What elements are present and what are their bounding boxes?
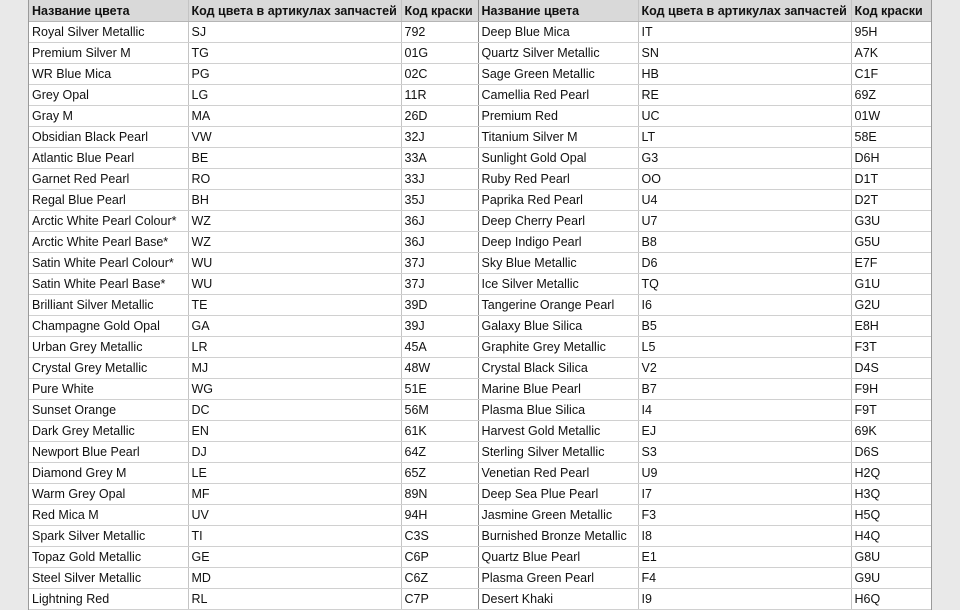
table-row bbox=[29, 211, 931, 232]
part-code-cell: L5 bbox=[638, 337, 851, 358]
color-name-cell: Topaz Gold Metallic bbox=[29, 547, 188, 568]
paint-code-cell: G1U bbox=[851, 274, 931, 295]
color-name-cell: Gray M bbox=[29, 106, 188, 127]
paint-code-cell: 36J bbox=[401, 211, 478, 232]
paint-code-cell: 56M bbox=[401, 400, 478, 421]
table-row bbox=[29, 358, 931, 379]
table-row bbox=[29, 337, 931, 358]
paint-code-cell: 64Z bbox=[401, 442, 478, 463]
table-row bbox=[29, 85, 931, 106]
color-name-cell: Sterling Silver Metallic bbox=[478, 442, 638, 463]
part-code-cell: PG bbox=[188, 64, 401, 85]
header-paint-code-right: Код краски bbox=[851, 0, 931, 22]
paint-code-cell: A7K bbox=[851, 43, 931, 64]
color-name-cell: Quartz Blue Pearl bbox=[478, 547, 638, 568]
color-name-cell: Titanium Silver M bbox=[478, 127, 638, 148]
part-code-cell: LE bbox=[188, 463, 401, 484]
color-name-cell: Premium Red bbox=[478, 106, 638, 127]
table-row bbox=[29, 379, 931, 400]
part-code-cell: LT bbox=[638, 127, 851, 148]
part-code-cell: HB bbox=[638, 64, 851, 85]
table-row bbox=[29, 463, 931, 484]
color-name-cell: Plasma Blue Silica bbox=[478, 400, 638, 421]
color-name-cell: Burnished Bronze Metallic bbox=[478, 526, 638, 547]
part-code-cell: LR bbox=[188, 337, 401, 358]
table-row bbox=[29, 43, 931, 64]
paint-code-cell: C6Z bbox=[401, 568, 478, 589]
paint-code-cell: H5Q bbox=[851, 505, 931, 526]
header-part-code-left: Код цвета в артикулах запчастей bbox=[188, 0, 401, 22]
paint-code-cell: G8U bbox=[851, 547, 931, 568]
paint-code-cell: 02C bbox=[401, 64, 478, 85]
color-name-cell: Jasmine Green Metallic bbox=[478, 505, 638, 526]
table-row bbox=[29, 148, 931, 169]
part-code-cell: UV bbox=[188, 505, 401, 526]
color-name-cell: Deep Blue Mica bbox=[478, 22, 638, 43]
header-name-right: Название цвета bbox=[478, 0, 638, 22]
paint-code-cell: 26D bbox=[401, 106, 478, 127]
part-code-cell: RE bbox=[638, 85, 851, 106]
paint-code-cell: F3T bbox=[851, 337, 931, 358]
color-name-cell: Satin White Pearl Base* bbox=[29, 274, 188, 295]
paint-code-cell: 65Z bbox=[401, 463, 478, 484]
color-name-cell: Harvest Gold Metallic bbox=[478, 421, 638, 442]
part-code-cell: TI bbox=[188, 526, 401, 547]
color-name-cell: Obsidian Black Pearl bbox=[29, 127, 188, 148]
part-code-cell: I9 bbox=[638, 589, 851, 610]
color-name-cell: Brilliant Silver Metallic bbox=[29, 295, 188, 316]
table-row bbox=[29, 589, 931, 610]
header-part-code-right: Код цвета в артикулах запчастей bbox=[638, 0, 851, 22]
color-name-cell: Lightning Red bbox=[29, 589, 188, 610]
color-name-cell: Camellia Red Pearl bbox=[478, 85, 638, 106]
part-code-cell: RL bbox=[188, 589, 401, 610]
part-code-cell: OO bbox=[638, 169, 851, 190]
color-name-cell: Arctic White Pearl Base* bbox=[29, 232, 188, 253]
color-name-cell: Grey Opal bbox=[29, 85, 188, 106]
part-code-cell: MD bbox=[188, 568, 401, 589]
paint-code-cell: D6H bbox=[851, 148, 931, 169]
color-name-cell: Quartz Silver Metallic bbox=[478, 43, 638, 64]
paint-code-cell: E8H bbox=[851, 316, 931, 337]
color-name-cell: Dark Grey Metallic bbox=[29, 421, 188, 442]
table-row bbox=[29, 421, 931, 442]
paint-code-cell: 89N bbox=[401, 484, 478, 505]
table-row bbox=[29, 64, 931, 85]
part-code-cell: WU bbox=[188, 274, 401, 295]
part-code-cell: G3 bbox=[638, 148, 851, 169]
part-code-cell: IT bbox=[638, 22, 851, 43]
part-code-cell: WZ bbox=[188, 232, 401, 253]
part-code-cell: TG bbox=[188, 43, 401, 64]
color-code-table bbox=[29, 0, 931, 610]
paint-code-cell: C3S bbox=[401, 526, 478, 547]
part-code-cell: V2 bbox=[638, 358, 851, 379]
paint-code-cell: H2Q bbox=[851, 463, 931, 484]
part-code-cell: DC bbox=[188, 400, 401, 421]
paint-code-cell: 32J bbox=[401, 127, 478, 148]
color-code-table-frame bbox=[28, 0, 932, 610]
part-code-cell: WG bbox=[188, 379, 401, 400]
part-code-cell: B5 bbox=[638, 316, 851, 337]
part-code-cell: WZ bbox=[188, 211, 401, 232]
paint-code-cell: H3Q bbox=[851, 484, 931, 505]
color-name-cell: Ruby Red Pearl bbox=[478, 169, 638, 190]
color-name-cell: Tangerine Orange Pearl bbox=[478, 295, 638, 316]
table-row bbox=[29, 295, 931, 316]
part-code-cell: VW bbox=[188, 127, 401, 148]
part-code-cell: RO bbox=[188, 169, 401, 190]
table-body bbox=[29, 22, 931, 610]
paint-code-cell: 36J bbox=[401, 232, 478, 253]
color-name-cell: Galaxy Blue Silica bbox=[478, 316, 638, 337]
table-row bbox=[29, 400, 931, 421]
paint-code-cell: D2T bbox=[851, 190, 931, 211]
color-name-cell: Deep Indigo Pearl bbox=[478, 232, 638, 253]
table-row bbox=[29, 106, 931, 127]
header-row bbox=[29, 0, 931, 22]
paint-code-cell: 33J bbox=[401, 169, 478, 190]
color-name-cell: Deep Cherry Pearl bbox=[478, 211, 638, 232]
part-code-cell: B8 bbox=[638, 232, 851, 253]
paint-code-cell: C7P bbox=[401, 589, 478, 610]
paint-code-cell: D4S bbox=[851, 358, 931, 379]
paint-code-cell: 33A bbox=[401, 148, 478, 169]
table-row bbox=[29, 526, 931, 547]
table-row bbox=[29, 232, 931, 253]
paint-code-cell: G9U bbox=[851, 568, 931, 589]
paint-code-cell: 39D bbox=[401, 295, 478, 316]
color-name-cell: Royal Silver Metallic bbox=[29, 22, 188, 43]
color-name-cell: Steel Silver Metallic bbox=[29, 568, 188, 589]
paint-code-cell: H6Q bbox=[851, 589, 931, 610]
paint-code-cell: 39J bbox=[401, 316, 478, 337]
color-name-cell: Spark Silver Metallic bbox=[29, 526, 188, 547]
table-row bbox=[29, 547, 931, 568]
table-row bbox=[29, 22, 931, 43]
part-code-cell: EN bbox=[188, 421, 401, 442]
paint-code-cell: F9H bbox=[851, 379, 931, 400]
table-row bbox=[29, 127, 931, 148]
part-code-cell: GA bbox=[188, 316, 401, 337]
part-code-cell: B7 bbox=[638, 379, 851, 400]
part-code-cell: MA bbox=[188, 106, 401, 127]
part-code-cell: U4 bbox=[638, 190, 851, 211]
color-name-cell: Satin White Pearl Colour* bbox=[29, 253, 188, 274]
part-code-cell: DJ bbox=[188, 442, 401, 463]
paint-code-cell: 01G bbox=[401, 43, 478, 64]
color-name-cell: Regal Blue Pearl bbox=[29, 190, 188, 211]
part-code-cell: BH bbox=[188, 190, 401, 211]
color-name-cell: Newport Blue Pearl bbox=[29, 442, 188, 463]
paint-code-cell: E7F bbox=[851, 253, 931, 274]
table-row bbox=[29, 505, 931, 526]
paint-code-cell: H4Q bbox=[851, 526, 931, 547]
paint-code-cell: 45A bbox=[401, 337, 478, 358]
part-code-cell: UC bbox=[638, 106, 851, 127]
color-name-cell: Pure White bbox=[29, 379, 188, 400]
color-name-cell: Warm Grey Opal bbox=[29, 484, 188, 505]
part-code-cell: E1 bbox=[638, 547, 851, 568]
header-name-left: Название цвета bbox=[29, 0, 188, 22]
paint-code-cell: 94H bbox=[401, 505, 478, 526]
paint-code-cell: 37J bbox=[401, 253, 478, 274]
table-row bbox=[29, 568, 931, 589]
color-name-cell: Sky Blue Metallic bbox=[478, 253, 638, 274]
table-row bbox=[29, 316, 931, 337]
color-name-cell: Crystal Grey Metallic bbox=[29, 358, 188, 379]
table-row bbox=[29, 253, 931, 274]
paint-code-cell: F9T bbox=[851, 400, 931, 421]
color-name-cell: Garnet Red Pearl bbox=[29, 169, 188, 190]
color-name-cell: Atlantic Blue Pearl bbox=[29, 148, 188, 169]
color-name-cell: Sunlight Gold Opal bbox=[478, 148, 638, 169]
color-name-cell: Urban Grey Metallic bbox=[29, 337, 188, 358]
color-name-cell: WR Blue Mica bbox=[29, 64, 188, 85]
part-code-cell: MF bbox=[188, 484, 401, 505]
part-code-cell: WU bbox=[188, 253, 401, 274]
paint-code-cell: 51E bbox=[401, 379, 478, 400]
part-code-cell: I4 bbox=[638, 400, 851, 421]
part-code-cell: TQ bbox=[638, 274, 851, 295]
paint-code-cell: 01W bbox=[851, 106, 931, 127]
part-code-cell: S3 bbox=[638, 442, 851, 463]
paint-code-cell: 61K bbox=[401, 421, 478, 442]
color-name-cell: Plasma Green Pearl bbox=[478, 568, 638, 589]
paint-code-cell: G3U bbox=[851, 211, 931, 232]
color-name-cell: Red Mica M bbox=[29, 505, 188, 526]
part-code-cell: I7 bbox=[638, 484, 851, 505]
table-row bbox=[29, 169, 931, 190]
part-code-cell: D6 bbox=[638, 253, 851, 274]
paint-code-cell: 58E bbox=[851, 127, 931, 148]
table-row bbox=[29, 190, 931, 211]
paint-code-cell: 37J bbox=[401, 274, 478, 295]
part-code-cell: TE bbox=[188, 295, 401, 316]
paint-code-cell: 69K bbox=[851, 421, 931, 442]
part-code-cell: I6 bbox=[638, 295, 851, 316]
color-name-cell: Sage Green Metallic bbox=[478, 64, 638, 85]
part-code-cell: EJ bbox=[638, 421, 851, 442]
part-code-cell: GE bbox=[188, 547, 401, 568]
paint-code-cell: C1F bbox=[851, 64, 931, 85]
table-row bbox=[29, 274, 931, 295]
color-name-cell: Premium Silver M bbox=[29, 43, 188, 64]
color-name-cell: Crystal Black Silica bbox=[478, 358, 638, 379]
paint-code-cell: D6S bbox=[851, 442, 931, 463]
part-code-cell: SJ bbox=[188, 22, 401, 43]
header-paint-code-left: Код краски bbox=[401, 0, 478, 22]
part-code-cell: I8 bbox=[638, 526, 851, 547]
part-code-cell: LG bbox=[188, 85, 401, 106]
color-name-cell: Ice Silver Metallic bbox=[478, 274, 638, 295]
part-code-cell: SN bbox=[638, 43, 851, 64]
paint-code-cell: 792 bbox=[401, 22, 478, 43]
paint-code-cell: 48W bbox=[401, 358, 478, 379]
part-code-cell: U9 bbox=[638, 463, 851, 484]
color-name-cell: Desert Khaki bbox=[478, 589, 638, 610]
color-name-cell: Venetian Red Pearl bbox=[478, 463, 638, 484]
part-code-cell: MJ bbox=[188, 358, 401, 379]
color-name-cell: Arctic White Pearl Colour* bbox=[29, 211, 188, 232]
color-name-cell: Paprika Red Pearl bbox=[478, 190, 638, 211]
paint-code-cell: 35J bbox=[401, 190, 478, 211]
color-name-cell: Deep Sea Plue Pearl bbox=[478, 484, 638, 505]
part-code-cell: F3 bbox=[638, 505, 851, 526]
color-name-cell: Graphite Grey Metallic bbox=[478, 337, 638, 358]
paint-code-cell: C6P bbox=[401, 547, 478, 568]
paint-code-cell: 69Z bbox=[851, 85, 931, 106]
paint-code-cell: D1T bbox=[851, 169, 931, 190]
part-code-cell: F4 bbox=[638, 568, 851, 589]
table-row bbox=[29, 442, 931, 463]
color-name-cell: Marine Blue Pearl bbox=[478, 379, 638, 400]
paint-code-cell: G2U bbox=[851, 295, 931, 316]
table-row bbox=[29, 484, 931, 505]
paint-code-cell: 11R bbox=[401, 85, 478, 106]
part-code-cell: BE bbox=[188, 148, 401, 169]
paint-code-cell: 95H bbox=[851, 22, 931, 43]
color-name-cell: Sunset Orange bbox=[29, 400, 188, 421]
part-code-cell: U7 bbox=[638, 211, 851, 232]
color-name-cell: Champagne Gold Opal bbox=[29, 316, 188, 337]
paint-code-cell: G5U bbox=[851, 232, 931, 253]
color-name-cell: Diamond Grey M bbox=[29, 463, 188, 484]
